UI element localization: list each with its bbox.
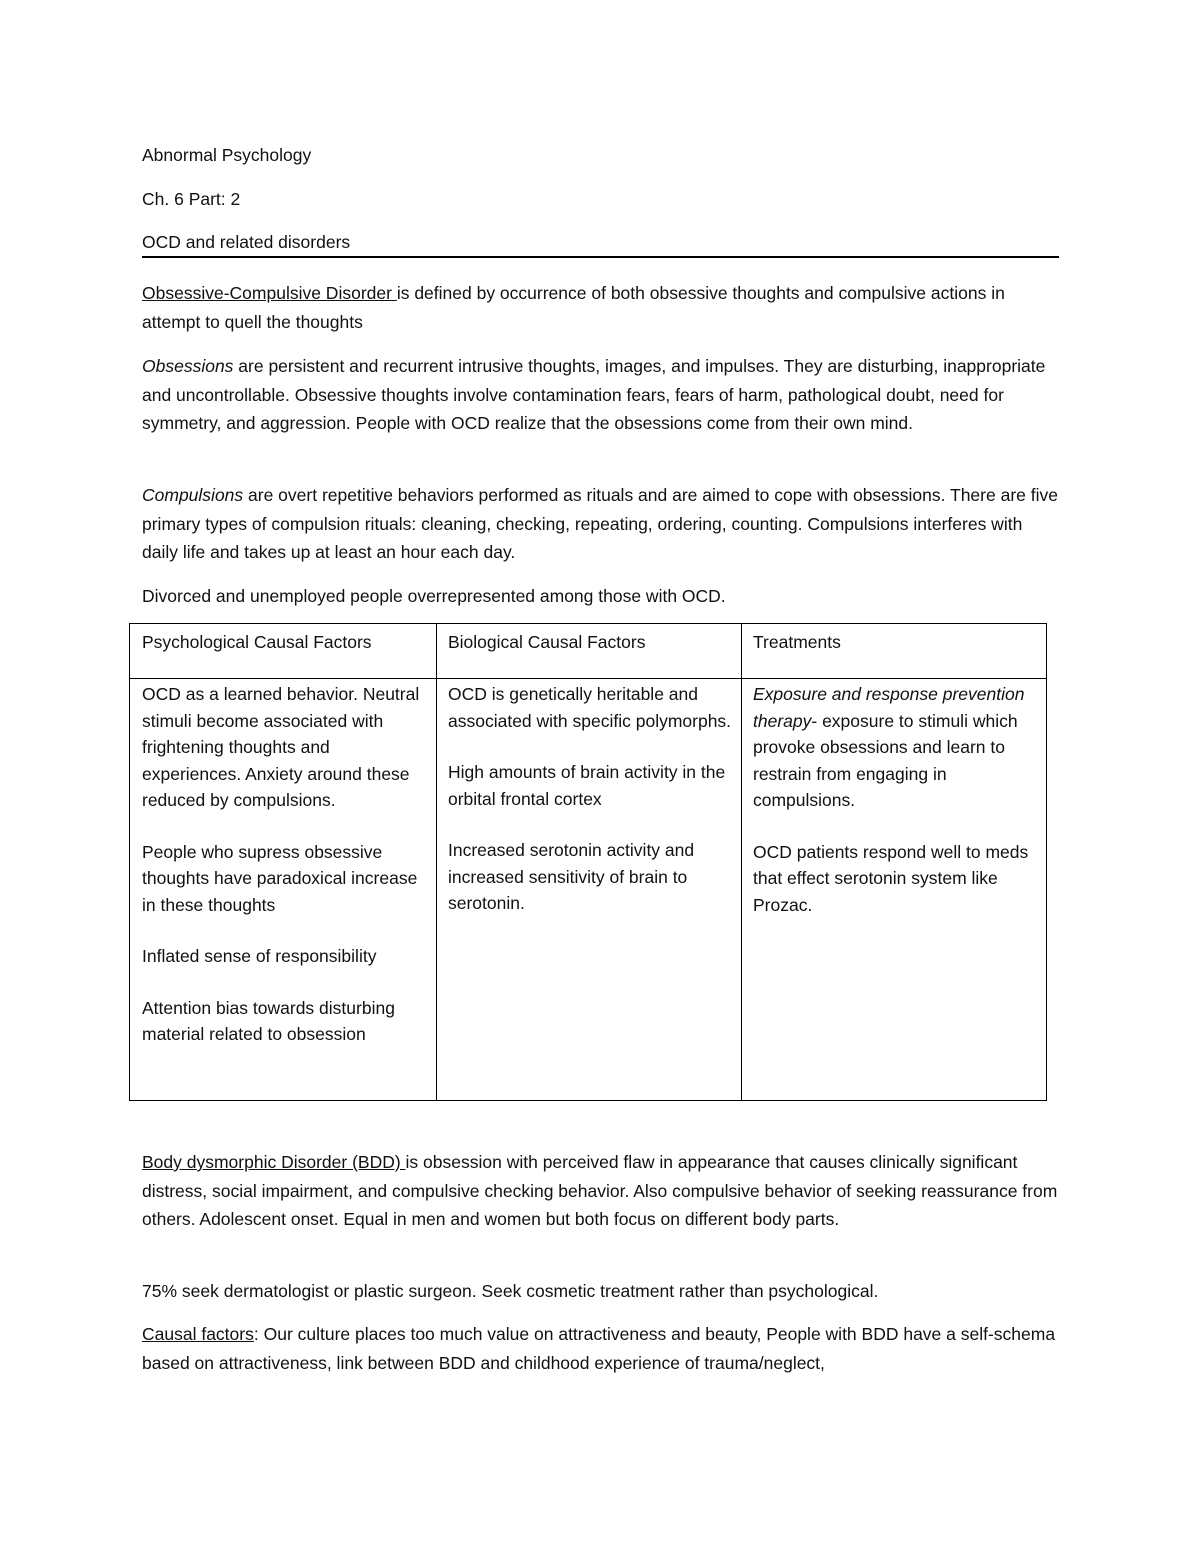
causal-text: Our culture places too much value on attractiveness and beauty, People with BDD have a self-schema based on attractiveness, link between BDD and childhood experience of trauma/neglect,: [142, 1324, 1056, 1373]
demographics-paragraph: Divorced and unemployed people overrepresented among those with OCD.: [142, 586, 726, 606]
ocd-definition: is defined by occurrence of both obsessive thoughts and compulsive actions in attempt to quell the thoughts: [142, 283, 1005, 332]
document-title: Abnormal Psychology: [142, 145, 312, 165]
topic-heading: OCD and related disorders: [142, 232, 351, 252]
bdd-definition-paragraph: [142, 1148, 1060, 1234]
treatment-item: [753, 681, 1043, 814]
obsessions-paragraph: [142, 352, 1060, 438]
causal-colon: :: [253, 1324, 259, 1344]
compulsions-term: Compulsions: [142, 485, 244, 505]
treatment-seeking-paragraph: 75% seek dermatologist or plastic surgeon. Seek cosmetic treatment rather than psychological.: [142, 1281, 879, 1301]
compulsions-text: are overt repetitive behaviors performed as rituals and are aimed to cope with obsessions. There are five primary types of compulsion rituals: cleaning, checking, repeating, ordering, counting. Compulsions interferes with daily life and takes up at least an hour each day.: [142, 485, 1058, 562]
chapter-label: Ch. 6 Part: 2: [142, 189, 241, 209]
causal-term: Causal factors: [142, 1324, 254, 1344]
erp-term: Exposure and response prevention therapy: [753, 684, 1025, 731]
causal-factors-paragraph: [142, 1320, 1060, 1377]
table-header-divider: [130, 678, 1046, 679]
heading-rule: [142, 256, 1059, 258]
bdd-term: Body dysmorphic Disorder (BDD): [142, 1152, 406, 1172]
obsessions-text: are persistent and recurrent intrusive thoughts, images, and impulses. They are disturbing, inappropriate and uncontrollable. Obsessive thoughts involve contamination fears, fears of harm, pathological doubt, need for symmetry, and aggression. People with OCD realize that the obsessions come from their own mind.: [142, 356, 1046, 433]
causal-factors-table: [129, 623, 1047, 1101]
treatments-cell: [753, 681, 1043, 918]
obsessions-term: Obsessions: [142, 356, 234, 376]
bio-factor-item: Increased serotonin activity and increased sensitivity of brain to serotonin.: [448, 840, 695, 913]
ocd-term: Obsessive-Compulsive Disorder: [142, 283, 397, 303]
table-header-biological: Biological Causal Factors: [448, 632, 646, 652]
table-header-treatments: Treatments: [753, 632, 841, 652]
compulsions-paragraph: [142, 481, 1060, 567]
erp-text: - exposure to stimuli which provoke obsessions and learn to restrain from engaging in compulsions.: [753, 710, 1018, 810]
psych-factor-item: OCD as a learned behavior. Neutral stimuli become associated with frightening thoughts and experiences. Anxiety around these reduced by compulsions.: [142, 684, 420, 810]
treatment-item: OCD patients respond well to meds that effect serotonin system like Prozac.: [753, 841, 1029, 915]
psych-factor-item: Attention bias towards disturbing material related to obsession: [142, 997, 395, 1044]
psych-factor-item: Inflated sense of responsibility: [142, 946, 377, 966]
psych-factor-item: People who supress obsessive thoughts have paradoxical increase in these thoughts: [142, 841, 418, 915]
bdd-definition: is obsession with perceived flaw in appearance that causes clinically significant distress, social impairment, and compulsive checking behavior. Also compulsive behavior of seeking reassurance from others. Adolescent onset. Equal in men and women but both focus on different body parts.: [142, 1152, 1058, 1229]
bio-factor-item: High amounts of brain activity in the orbital frontal cortex: [448, 762, 726, 809]
table-divider: [436, 624, 437, 1100]
biological-factors-cell: [448, 681, 738, 917]
table-header-psychological: Psychological Causal Factors: [142, 632, 372, 652]
table-divider: [741, 624, 742, 1100]
psychological-factors-cell: [142, 681, 427, 1048]
bio-factor-item: OCD is genetically heritable and associated with specific polymorphs.: [448, 684, 732, 731]
ocd-definition-paragraph: [142, 279, 1060, 336]
